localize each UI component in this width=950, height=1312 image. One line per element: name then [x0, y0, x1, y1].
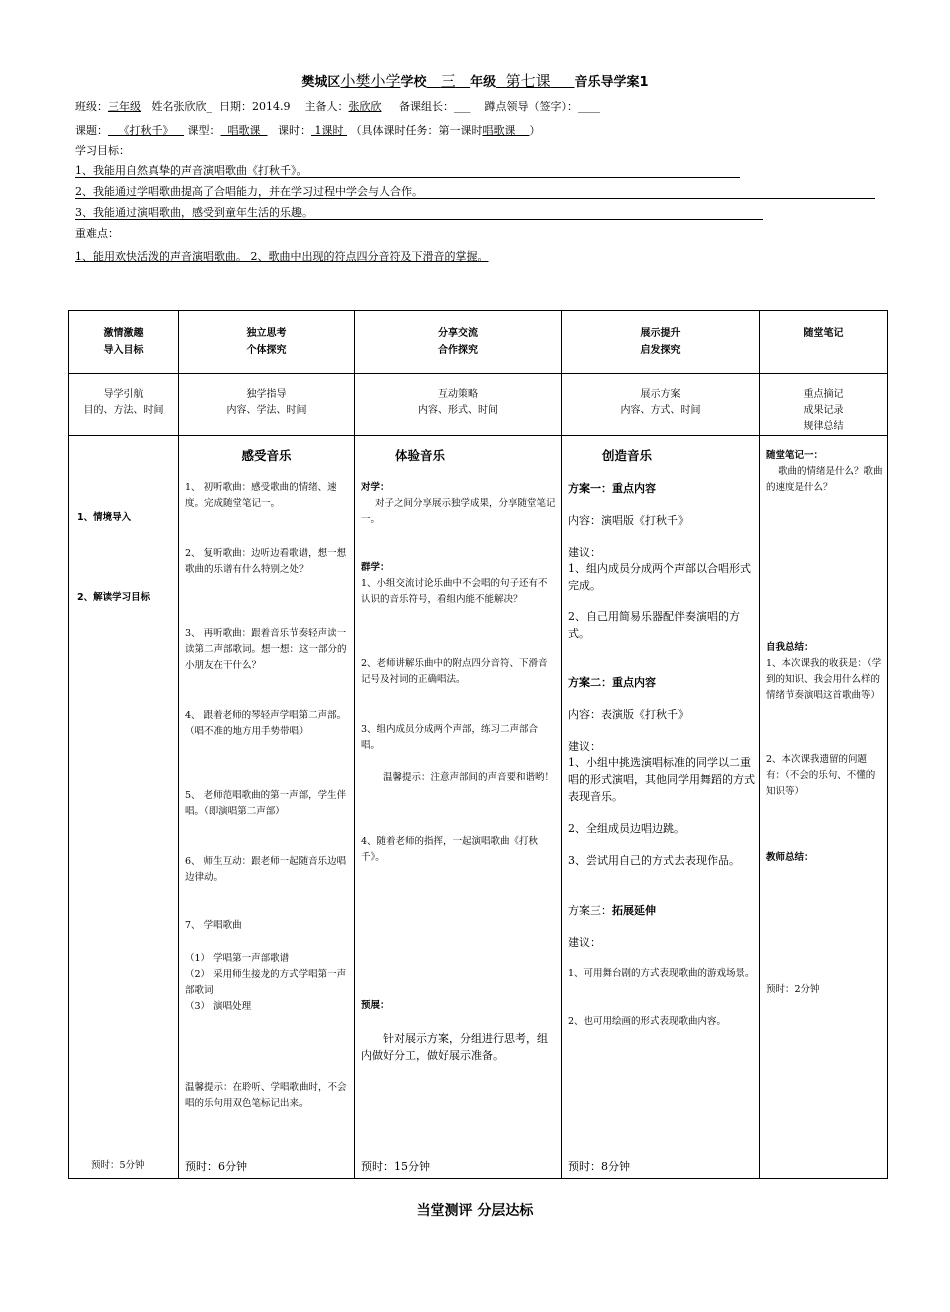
col3-qunxue-4: 4、随着老师的指挥，一起演唱歌曲《打秋千》。: [361, 836, 539, 863]
body-col-3: [355, 436, 562, 1179]
col4-plan2-s1: 1、小组中挑选演唱标准的同学以二重唱的形式演唱，其他同学用舞蹈的方式表现音乐。: [568, 756, 755, 803]
goal-3: 3、我能通过演唱歌曲，感受到童年生活的乐趣。: [75, 204, 763, 220]
school-suffix: 学校: [400, 75, 427, 90]
col2-step-1: 1、 初听歌曲：感受歌曲的情绪、速度。完成随堂笔记一。: [185, 482, 337, 509]
col4-plan3-s2: 2、也可用绘画的形式表现歌曲内容。: [568, 1016, 727, 1027]
preparer-value: 张欣欣: [348, 100, 382, 113]
col3-qunxue-3: 3、组内成员分成两个声部，练习二声部合唱。: [361, 724, 539, 751]
body-col-1: [69, 436, 179, 1179]
col2-time: 预时：6分钟: [185, 1160, 247, 1173]
col3-tip: 温馨提示：注意声部间的声音要和谐哟！: [383, 772, 555, 783]
lesson-table: [68, 310, 888, 1179]
goals-label: 学习目标：: [75, 144, 130, 157]
col4-plan2-title: 方案二：重点内容: [568, 676, 656, 689]
keypoints-label: 重难点：: [75, 227, 119, 240]
task-value: 唱歌课: [482, 124, 516, 137]
header-col-2: 独立思考 个体探究: [179, 311, 355, 374]
col1-item-1: 1、情境导入: [77, 512, 132, 523]
col5-self-label: 自我总结：: [766, 642, 814, 653]
subheader-col-4: 展示方案 内容、方式、时间: [562, 374, 760, 436]
col4-plan3-s1: 1、可用舞台剧的方式表现歌曲的游戏场景。: [568, 968, 755, 979]
header-col-4: 展示提升 启发探究: [562, 311, 760, 374]
col3-prep-text: 针对展示方案，分组进行思考，组内做好分工，做好展示准备。: [361, 1032, 548, 1062]
col2-step-7: 7、 学唱歌曲: [185, 920, 242, 931]
body-col-5: [760, 436, 888, 1179]
header-col-1: 激情激趣 导入目标: [69, 311, 179, 374]
info-line-2: 课题： 《打秋千》 课型： 唱歌课 课时： 1课时 （具体课时任务：第一课时唱歌课 ）: [75, 124, 541, 137]
col2-step-5: 5、 老师范唱歌曲的第一声部，学生伴唱。（即演唱第二声部）: [185, 790, 347, 817]
table-subheader-row: [69, 374, 888, 436]
table-header-row: [69, 311, 888, 374]
col2-step-7c: （3） 演唱处理: [185, 1001, 252, 1012]
header-col-5: 随堂笔记: [760, 311, 888, 374]
col4-plan2-content: 内容：表演版《打秋千》: [568, 708, 689, 721]
col1-item-2: 2、解读学习目标: [77, 592, 151, 603]
col4-plan2-suggest: 建议：: [568, 740, 601, 753]
col3-qunxue-label: 群学：: [361, 562, 390, 573]
col2-step-2: 2、 复听歌曲：边听边看歌谱，想一想歌曲的乐谱有什么特别之处？: [185, 548, 347, 575]
col2-heading: 感受音乐: [241, 448, 292, 463]
col5-time: 预时：2分钟: [766, 984, 820, 995]
type-value: 唱歌课: [227, 124, 261, 137]
col2-step-7b: （2） 采用师生接龙的方式学唱第一声部歌词: [185, 969, 347, 996]
grade-value: 三: [440, 72, 456, 90]
keypoints-text: 1、能用欢快活泼的声音演唱歌曲。 2、歌曲中出现的符点四分音符及下滑音的掌握。: [75, 250, 489, 263]
col3-qunxue-1: 1、小组交流讨论乐曲中不会唱的句子还有不认识的音乐符号，看组内能不能解决？: [361, 578, 548, 605]
col4-time: 预时：8分钟: [568, 1160, 630, 1173]
col2-step-7a: （1） 学唱第一声部歌谱: [185, 953, 290, 964]
student-name: 姓名张欣欣_: [151, 100, 212, 113]
col1-time: 预时：5分钟: [91, 1160, 145, 1171]
col4-plan1-content: 内容：演唱版《打秋千》: [568, 514, 689, 527]
col3-heading: 体验音乐: [395, 448, 446, 463]
subheader-col-2: 独学指导 内容、学法、时间: [179, 374, 355, 436]
body-col-2: [179, 436, 355, 1179]
col3-prep-label: 预展：: [361, 1000, 390, 1011]
subheader-col-3: 互动策略 内容、形式、时间: [355, 374, 562, 436]
subheader-col-1: 导学引航 目的、方法、时间: [69, 374, 179, 436]
footer-title: 当堂测评 分层达标: [416, 1203, 534, 1219]
col4-plan1-s2: 2、自己用简易乐器配伴奏演唱的方式。: [568, 610, 740, 640]
subheader-col-5: 重点摘记 成果记录 规律总结: [760, 374, 888, 436]
body-col-4: [562, 436, 760, 1179]
class-value: 三年级: [108, 100, 141, 113]
col2-step-4: 4、 跟着老师的琴轻声学唱第二声部。（唱不准的地方用手势带唱）: [185, 710, 347, 737]
col5-note1-text: 歌曲的情绪是什么？歌曲的速度是什么？: [766, 466, 883, 493]
col3-duixue-label: 对学：: [361, 482, 390, 493]
goal-2: 2、我能通过学唱歌曲提高了合唱能力，并在学习过程中学会与人合作。: [75, 183, 875, 199]
date-value: 2014.9: [252, 100, 291, 113]
school-name: 小樊小学: [340, 72, 401, 90]
district: 樊城区: [301, 75, 341, 90]
col4-plan3-suggest: 建议：: [568, 936, 601, 949]
col3-qunxue-2: 2、老师讲解乐曲中的附点四分音符、下滑音记号及衬词的正确唱法。: [361, 658, 548, 685]
grade-suffix: 年级: [470, 75, 497, 90]
col4-plan1-suggest: 建议：: [568, 546, 601, 559]
col3-duixue-text: 对子之间分享展示独学成果，分享随堂笔记一。: [361, 498, 556, 525]
goal-1: 1、我能用自然真挚的声音演唱歌曲《打秋千》。: [75, 162, 740, 178]
col5-self-2: 2、本次课我遗留的问题有：（不会的乐句、不懂的知识等）: [766, 754, 876, 797]
header-col-3: 分享交流 合作探究: [355, 311, 562, 374]
document-title: [0, 70, 950, 91]
supervisor-value: ____: [577, 100, 600, 113]
col4-plan3-title: 方案三：拓展延伸: [568, 904, 656, 917]
col5-self-1: 1、本次课我的收获是：（学到的知识、我会用什么样的情绪节奏演唱这首歌曲等）: [766, 658, 882, 701]
col4-plan1-title: 方案一：重点内容: [568, 482, 656, 495]
col4-plan1-s1: 1、组内成员分成两个声部以合唱形式完成。: [568, 562, 751, 592]
col4-plan2-s3: 3、尝试用自己的方式去表现作品。: [568, 854, 740, 867]
col4-plan2-s2: 2、全组成员边唱边跳。: [568, 822, 685, 835]
col4-heading: 创造音乐: [602, 448, 653, 463]
topic-value: 《打秋千》: [118, 124, 174, 137]
col2-step-3: 3、 再听歌曲：跟着音乐节奏轻声读一读第二声部歌词。想一想：这一部分的小朋友在干什么？: [185, 628, 347, 671]
col5-teacher-label: 教师总结：: [766, 852, 814, 863]
col2-step-6: 6、 师生互动：跟老师一起随音乐边唱边律动。: [185, 856, 347, 883]
info-line-1: 班级：三年级 姓名张欣欣_ 日期：2014.9 主备人：张欣欣 备课组长：___ 蹲点领导（签字）：____: [75, 100, 600, 113]
col5-note1-label: 随堂笔记一：: [766, 450, 824, 461]
hours-value: 1课时: [314, 124, 344, 137]
lesson-value: 第七课: [505, 72, 551, 90]
col2-tip: 温馨提示：在聆听、学唱歌曲时，不会唱的乐句用双色笔标记出来。: [185, 1082, 347, 1109]
leader-value: ___: [453, 100, 471, 113]
doc-title: 音乐导学案1: [574, 75, 649, 90]
table-body-row: [69, 436, 888, 1179]
col3-time: 预时：15分钟: [361, 1160, 430, 1173]
